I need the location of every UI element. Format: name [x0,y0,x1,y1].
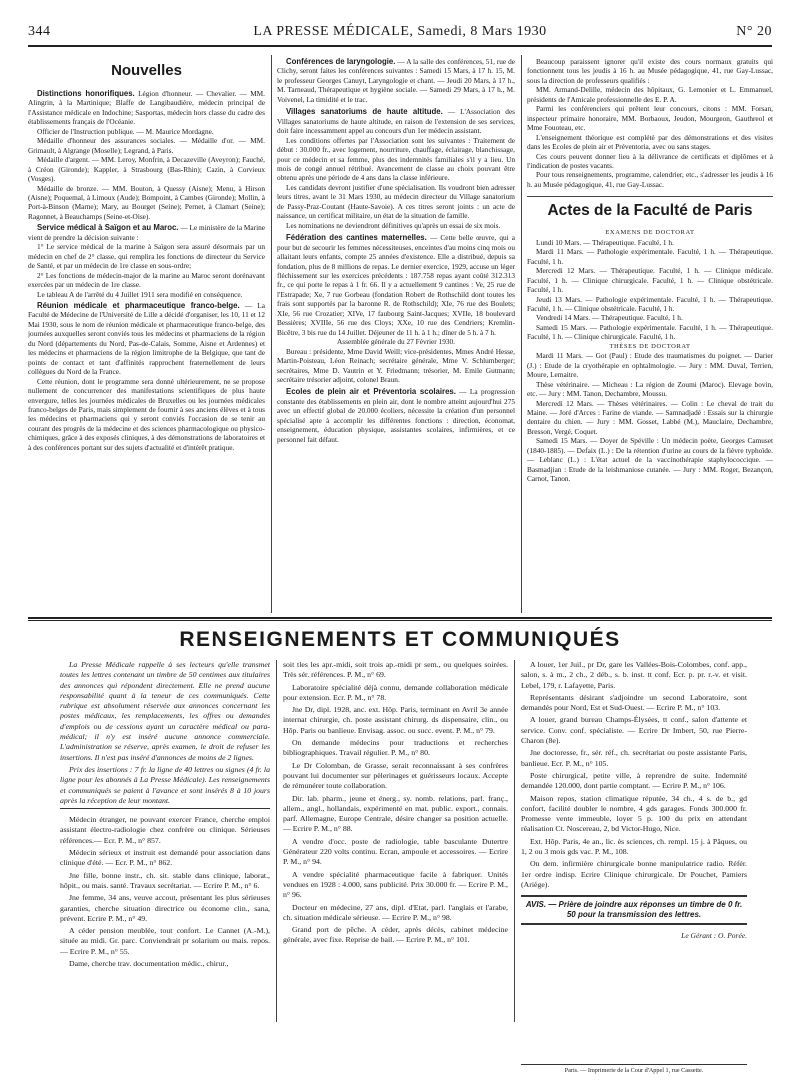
classified-ad: On dem. infirmière chirurgicale bonne manipulatrice radio. Référ. 1er ordre indisp. Ecrire Clinique chirurgicale. Dr Pouchet, Pamiers (Ariège). [521,859,747,889]
article-reunion [28,301,265,377]
nouvelles-column [28,57,265,612]
article-subheading: Assemblée générale du 27 Février 1930. [337,337,455,347]
examen-item: Samedi 15 Mars. — Pathologie expérimentale. Faculté, 1 h. — Thérapeutique. Faculté, 1 h. — Clinique chirurgicale. Faculté, 1 h. [527,322,773,342]
article-text: MM. Armand-Delille, médecin des hôpitaux, G. Lemonier et L. Emmanuel, présidents de l'Amicale professionnelle des E. P. A. [527,85,773,104]
examen-item: Mardi 11 Mars. — Pathologie expérimentale. Faculté, 1 h. — Thérapeutique. Faculté, 1 h. [527,247,773,266]
article-ecoles [277,387,515,444]
article-saigon [28,223,265,242]
article-heading: Villages sanatoriums de haute altitude. [286,107,443,117]
classifieds-prix: Prix des insertions : 7 fr. la ligne de 40 lettres ou signes (4 fr. la ligne pour les abonnés à La Presse Médicale). Les renseignements et communiqués se paient à l'avance et sont insérés 8 à 10 jours après la réception de leur montant. [60,765,270,809]
article-text: Les nominations ne deviendront définitives qu'après un essai de six mois. [286,220,501,230]
classifieds-column-1 [60,660,270,1022]
article-heading: Service médical à Saïgon et au Maroc. [37,223,179,233]
article-cantines [277,233,515,337]
page-number: 344 [28,24,51,39]
classified-ad: Représentants désirant s'adjoindre un second Laboratoire, sont demandés pour Nord, Est et Sud-Ouest. — Ecrire P. M., n° 103. [521,692,747,713]
classifieds-column-2 [283,660,508,1022]
classified-ad: On demande médecins pour traductions et recherches bibliographiques. Travail régulier. P. M., n° 80. [283,738,508,758]
article-text: Cette réunion, dont le programme sera donné ultérieurement, ne se propose nullement de concurrencer des manifestations scientifiques de plus haute envergure, telles les journées médicales de Bruxelles ou les journées médicales franco-belges de Paris, mais simplement de fournir à ses anciens élèves et à tous les médecins et pharmaciens qui y seront conviés l'occasion de se tenir au courant des progrès de la médecine et des sciences pharmacologique ou physico-chimiques, grâce à des exposés cliniques, à des démonstrations de laboratoires et à des conférences portant sur des sujets d'actualité et d'intérêt pratique. [28,376,265,452]
article-text: — Cette belle œuvre, qui a pour but de secourir les femmes nécessiteuses, enceintes d'au moins cinq mois ou allaitant leurs enfants, compte 25 années d'existence. Elle a distribué, depuis sa fondation, plus de 8 millions de repas. Le dernier exercice, 1929, accuse un léger fléchissement sur les exercices précédents : 187.758 repas ayant coûté 312.313 fr., ce qui porte le repas à 1 fr. 66. Il y a actuellement 9 cantines : Ve, 25 rue de l'Estrapade; Xe, 7 rue Gorbeau (fondation Robert de Rothschild dont toutes les frais sont supportés par la baronne R. de Rothschild); XIe, 76 rue des Boulets; XIe, 56 rue Crozatier; XIVe, 17 faubourg Saint-Jacques; XVIIe, 18 boulevard Bessières; XVIIIe, 56 rue des Cloys; XXe, 10 rue des Cendriers; Kremlin-Bicêtre, 3 bis rue du 14 Juillet. Déjeuner de 11 h. à 1 h.; dîner de 5 h. à 7 h. [277,233,515,337]
classified-ad: Laboratoire spécialité déjà connu, demande collaboration médicale pour extension. Ecr. P. M., n° 78. [283,682,508,702]
classified-ad: A vendre d'occ. poste de radiologie, table basculante Dutertre Générateur 220 volts continu. Ecran, ampoule et accessoires. — Ecrire P. M., n° 94. [283,836,508,867]
article-text: Beaucoup paraissent ignorer qu'il existe des cours normaux gratuits qui fonctionnent tous les jeudis à 16 h. au Musée pédagogique, 41, rue Gay-Lussac, sous la direction de professeurs qualifiés : [527,57,773,85]
section-rule [527,196,773,197]
article-heading: Réunion médicale et pharmaceutique franco-belge. [37,300,240,310]
article-text: Officier de l'Instruction publique. — M. Maurice Mordagne. [37,126,214,136]
article-text: Médaille de bronze. — MM. Bouton, à Quessy (Aisne); Menu, à Hirson (Aisne); Poquemal, à Limoux (Aude); Bompoint, à Cambes (Gironde); Mollin, à Port-à-Binson (Marne); Mary, au Bourget (Seine); Pernet, à Clamart (Seine); Ragonnet, à Beauchamps (Seine-et-Oise). [28,183,265,221]
article-villages [277,107,515,135]
article-heading: Distinctions honorifiques. [37,89,135,98]
renseignements-title: RENSEIGNEMENTS ET COMMUNIQUÉS [179,628,621,651]
classified-ad: Jne doctoresse, fr., sér. réf., ch. secrétariat ou poste assistante Paris, banlieue. Ecr. P. M., n° 105. [521,748,747,768]
section-rule [28,620,772,621]
classified-ad: Docteur en médecine, 27 ans, dipl. d'Etat, parl. l'anglais et l'arabe, ch. situation médicale sérieuse. — Ecrire P. M., n° 98. [283,902,508,922]
classified-ad: A louer, 1er Juil., pr Dr, gare les Vallées-Bois-Colombes, conf. app., salon, s. à m., 2 ch., 2 déb., s. b. inst. tt conf. Ecr. p. pr. r.-v. et visit. Lebel, 179, r. Lafayette, Paris. [521,660,747,690]
article-text: — L'Association des Villages sanatoriums de haute altitude, en raison de l'extension de ses services, doit faire incessamment appel au concours d'un 1er médecin assistant. [277,107,515,136]
middle-column [277,57,515,612]
classified-ad: Poste chirurgical, petite ville, à reprendre de suite. Indemnité demandée 120.000, dont partie comptant. — Ecrire P. M., n° 106. [521,770,747,791]
classified-ad: Grand port de pêche. A céder, après décès, cabinet médecine générale, avec fixe. Reprise de bail. — Ecrire P. M., n° 101. [283,925,508,945]
column-divider [521,55,522,613]
article-heading: Ecoles de plein air et Préventoria scolaires. [286,387,456,397]
examen-item: Mercredi 12 Mars. — Thérapeutique. Faculté, 1 h. — Clinique médicale. Faculté, 1 h. — Clinique chirurgicale. Faculté, 1 h. — Clinique obstétricale. Faculté, 1 h. [527,266,773,295]
right-column [527,57,773,612]
article-text: Les conditions offertes par l'Association sont les suivantes : Traitement de début : 30.000 fr., avec logement, nourriture, chauffage, éclairage, blanchissage, pour ce médecin et sa femme, plus des indemnités familiales s'il y a lieu. Un mois de congé annuel rétribué. Avancement de classe au choix pouvant être obtenu après une période de 4 ans dans la classe inférieure. [277,135,515,183]
classified-ad: Médecin sérieux et instruit est demandé pour association dans clinique d'été. — Ecr. P. M., n° 862. [60,848,270,868]
examen-item: Lundi 10 Mars. — Thérapeutique. Faculté, 1 h. [536,237,674,247]
article-text: Les candidats devront justifier d'une spécialisation. Ils voudront bien adresser leurs titres, avant le 31 Mars 1930, au médecin directeur du Village sanatorium de Passy-Praz-Coutant (Haute-Savoie). A ces titres seront joints : un acte de naissance, un certificat militaire, un état de la situation de famille. [277,182,515,221]
article-text: Ces cours peuvent donner lieu à la délivrance de certificats et diplômes et à l'indication de postes vacants. [527,151,773,170]
classified-ad: Jne femme, 34 ans, veuve accout, présentant les plus sérieuses garanties, cherche situation directrice ou économe clin., sana, prévent. Ecrire P. M., n° 49. [60,893,270,923]
classified-ad: Médecin étranger, ne pouvant exercer France, cherche emploi assistant électro-radiologie chez confrère ou clinique. Sérieuses références.— Ecr. P. M., n° 857. [60,815,270,845]
running-header [28,24,772,42]
classified-ad: Dir. lab. pharm., jeune et énerg., sy. nomb. relations, parl. franç., allem., angl., hollandais, expérimenté en mat. public. export., connais. parf. Allemagne, Europe Centrale, désire changer sa position actuelle. — Ecrire P. M., n° 88. [283,793,508,834]
these-item: Samedi 15 Mars. — Doyer de Spéville : Un médecin poète, Georges Camuset (1840-1885). — Defaix (L.) : De la rétention d'urine au cours de la fièvre typhoïde. — Leblanc (L.) : L'état actuel de la vaccinothérapie staphylococcique. — Basmadjian : Etude de la leishmaniose cutanée. — Jury : MM. Roger, Bezançon, Carnot, Tanon. [527,436,773,484]
examen-item: Jeudi 13 Mars. — Pathologie expérimentale. Faculté, 1 h. — Thérapeutique. Faculté, 1 h. — Clinique obstétricale. Faculté, 1 h. [527,294,773,313]
classified-ad: Maison repos, station climatique réputée, 34 ch., 4 s. de b., gd confort, facilité doubler le nombre, 4 gds garages. Fonds 300.000 fr. Promesse vente immeuble, loyer 5 p. 100 du prix en attendant réalisation Ct. Noscereau, 2, bd Victor-Hugo, Nice. [521,793,747,834]
classified-ad: Jne fille, bonne instr., ch. sit. stable dans clinique, laborat., hôpit., ou mais. santé. Travaux secrétariat. — Ecrire P. M., n° 6. [60,870,270,890]
classified-ad: A louer, grand bureau Champs-Élysées, tt conf., salon d'attente et service. Conv. conf. spécialiste. — Ecrire Dr Imbert, 50, rue Pierre-Charon (8e). [521,715,747,746]
article-text: Bureau : présidente, Mme David Weill; vice-présidentes, Mmes André Hesse, Martin-Poisteau, Léon Reinach; secrétaire générale, Mme V. Schlumberger; secrétaires, Mme D. Vautrin et Y. Friedmann; trésorier, M. Emile Gutmann; secrétaire trésorier adjoint, colonel Braun. [277,346,515,384]
these-item: Mercredi 12 Mars. — Thèses vétérinaires. — Colin : Le cheval de trait du Maine. — Joré d'Arces : Farine de viande. — Samnadjadé : Essais sur la chirurgie dentaire du chien. — Jury : MM. Gosset, Labbé (M.), Mauclaire, Dechambre, Bresson, Vergé, Coquet. [527,398,773,436]
article-text: Légion d'honneur. — Chevalier. — MM. Alingrin, à la Martinique; Blaffe de Langibaudière, médecin principal de l'Assistance médicale en Indochine; Sasportas, médecin hors classe du cadre des établissements français de l'Océanie. [28,89,265,127]
article-text: — Le ministère de la Marine vient de prendre la décision suivante : [28,223,265,242]
article-text: Médaille d'argent. — MM. Leroy, Monfrin, à Decazeville (Aveyron); Fauché, à Créon (Gironde); Kappler, à Strasbourg (Bas-Rhin); Cazin, à Corvieux (Vosges). [28,155,265,184]
section-rule [28,617,772,619]
printer-imprint: Paris. — Imprimerie de la Cour d'Appel 1, rue Cassette. [521,1064,747,1074]
column-divider [276,660,277,1022]
article-laryngo [277,57,515,104]
journal-title: LA PRESSE MÉDICALE, Samedi, 8 Mars 1930 [253,24,547,39]
these-item: Thèse vétérinaire. — Micheau : La région de Zoumi (Maroc). Elevage bovin, etc. — Jury : MM. Tanon, Dechambre, Moussu. [527,379,773,399]
article-text: 2° Les fonctions de médecin-major de la marine au Maroc seront dorénavant exercées par un médecin de 1re classe. [28,270,265,290]
classified-ad: Ext. Hôp. Paris, 4e an., lic. ès sciences, ch. rempl. 15 j. à Pâques, ou 1, 2 ou 3 mois gds vac. P. M., 108. [521,836,747,857]
header-rule [28,45,772,47]
column-divider [271,55,272,613]
classifieds-column-3 [521,660,747,1022]
classified-ad: Jne Dr, dipl. 1928, anc. ext. Hôp. Paris, terminant en Avril 3e année internat chirurgie, ch. poste assistant chirurg. ds dispensaire, clin., ou Hôp. Paris ou banlieue. Envisag. assoc. ou succ. event. P. M., n° 79. [283,705,508,735]
article-text: Parmi les conférenciers qui prêtent leur concours, citons : MM. Forsan, inspecteur primaire honoraire, MM. Borbaoux, Jeudon, Mourgeon, Gauthreol et Mme Fouoteau, etc. [527,104,773,133]
classified-ad: Dame, cherche trav. documentation médic., chirur., [69,959,229,969]
actes-title: Actes de la Faculté de Paris [547,202,753,220]
article-text: — A la salle des conférences, 51, rue de Clichy, seront faites les conférences suivantes : Samedi 15 Mars, à 17 h. 15, M. le professeur Georges Canuyt, Laryngologie et chant. — Jeudi 20 Mars, à 17 h., M. Tarneaud, Thérapeutique et hygiène sociale. — Samedi 29 Mars, à 17 h., M. Voivenel, La timidité et le trac. [277,57,515,104]
examens-heading: EXAMENS DE DOCTORAT [605,229,695,237]
article-text: L'enseignement théorique est complété par des démonstrations et des visites dans les Ecoles de plein air et Préventoria, avec ou sans stages. [527,132,773,152]
article-distinctions [28,89,265,127]
nouvelles-title: Nouvelles [111,62,182,79]
article-text: Le tableau A de l'arrêté du 4 Juillet 1911 sera modifié en conséquence. [37,289,243,299]
avis-notice: AVIS. — Prière de joindre aux réponses un timbre de 0 fr. 50 pour la transmission des lettres. [521,895,747,925]
these-item: Mardi 11 Mars. — Got (Paul) : Etude des traumatismes du poignet. — Darier (J.) : Etude de la cryothérapie en ophtalmologie. — Jury : MM. Duval, Terrien, Moure, Lemaitre. [527,351,773,380]
classifieds-intro: La Presse Médicale rappelle à ses lecteurs qu'elle transmet toutes les lettres contenant un timbre de 50 centimes aux titulaires des annonces qui répondent directement. Elle ne prend aucune responsabilité quant à la teneur de ces communiqués. Cette rubrique est absolument réservée aux annonces concernant les postes médicaux, les remplacements, les offres ou demandes d'emplois ou de cessions ayant un caractère médical ou para-médical; il n'y est inséré aucune annonce commerciale. L'administration se réserve, après examen, le droit de refuser les insertions. Il n'est pas inséré d'annonces de moins de 2 lignes. [60,660,270,762]
issue-number: N° 20 [736,24,772,39]
article-text: — La progression constante des établissements en plein air, dont le nombre atteint aujourd'hui 275 avec un effectif global de 20.000 écoliers, nécessite la création d'un personnel spécialisé apte à accomplir les différentes fonctions : direction, économat, enseignement, éducation physique, assistantes scolaires, infirmières, et ce personnel fait défaut. [277,387,515,444]
classified-ad: Le Dr Colomban, de Grasse, serait reconnaissant à ses confrères pouvant lui documenter sur pèlerinages et guérisseurs locaux. Accepte de rémunérer toute collaboration. [283,760,508,791]
column-divider [514,660,515,1022]
article-text: 1° Le service médical de la marine à Saïgon sera assuré désormais par un médecin en chef de 2° classe, qui remplira les fonctions de directeur du Service de Santé, et par un médecin de 1re classe en sous-ordre; [28,242,265,271]
article-text: — La Faculté de Médecine de l'Université de Lille a décidé d'organiser, les 10, 11 et 12 Mai 1930, sous le nom de réunion médicale et pharmaceutique franco-belge, des journées auxquelles seront conviés tous les médecins et pharmaciens de la région du Nord (départements du Nord, Pas-de-Calais, Somme, Aisne et Ardennes) et les médecins et pharmaciens de la région limitrophe de la Belgique, que tant de points de contact et tant d'affinités rapprochent fraternellement de leurs collègues du Nord de la France. [28,300,265,377]
classified-ad: A vendre spécialité pharmaceutique facile à fabriquer. Unités vendues en 1928 : 4.000, sans publicité. Prix 30.000 fr. — Ecrire P. M., n° 96. [283,869,508,900]
theses-heading: THÈSES DE DOCTORAT [609,342,691,350]
classified-ad: soit tles les apr.-midi, soit trois ap.-midi pr sem., ou quelques soirées. Très sér. références. P. M., n° 69. [283,660,508,680]
article-text: Médaille d'honneur des assurances sociales. — Médaille d'or. — MM. Grimault, à Algrange (Moselle); Legrand, à Paris. [28,136,265,155]
article-text: Pour tous renseignements, programme, calendrier, etc., s'adresser les jeudis à 16 h. au Musée pédagogique, 41, rue Gay-Lussac. [527,170,773,189]
article-heading: Conférences de laryngologie. [286,57,396,66]
gerant-signature: Le Gérant : O. Porée. [681,931,747,941]
classified-ad: A céder pension meublée, tout confort. Le Cannet (A.-M.), située au midi. Gr. parc. Conviendrait pr solarium ou mais. repos. — Ecrire P. M., n° 55. [60,926,270,956]
article-heading: Fédération des cantines maternelles. [286,233,427,243]
examen-item: Vendredi 14 Mars. — Thérapeutique. Faculté, 1 h. [536,313,683,323]
